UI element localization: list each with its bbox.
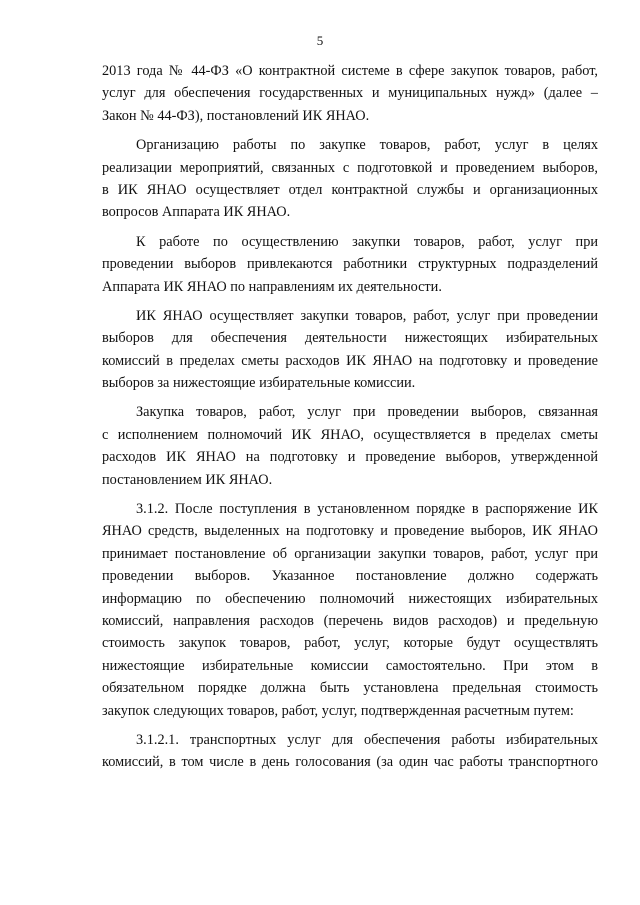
paragraph-subordinate-commissions xyxy=(102,305,598,395)
text-line: комиссий в пределах сметы расходов ИК ЯНАО на подготовку и проведение xyxy=(102,352,598,369)
text-line: в ИК ЯНАО осуществляет отдел контрактной службы и организационных xyxy=(102,181,598,198)
text-line: Организацию работы по закупке товаров, работ, услуг в целях xyxy=(136,137,598,154)
text-line: 3.1.2. После поступления в установленном порядке в распоряжение ИК xyxy=(136,501,598,518)
text-line: 3.1.2.1. транспортных услуг для обеспечения работы избирательных xyxy=(136,731,598,748)
document-body xyxy=(102,60,598,781)
paragraph-section-3-1-2 xyxy=(102,498,598,722)
text-line: ИК ЯНАО осуществляет закупки товаров, работ, услуг при проведении xyxy=(136,307,598,324)
text-line: Закон № 44-ФЗ), постановлений ИК ЯНАО. xyxy=(102,107,370,124)
text-line: нижестоящие избирательные комиссии самостоятельно. При этом в xyxy=(102,657,598,674)
text-line: выборов для обеспечения деятельности нижестоящих избирательных xyxy=(102,330,598,347)
text-line: выборов за нижестоящие избирательные комиссии. xyxy=(102,375,416,392)
paragraph-organization xyxy=(102,134,598,224)
text-line: принимает постановление об организации закупки товаров, работ, услуг при xyxy=(102,545,598,562)
text-line: закупок следующих товаров, работ, услуг, подтвержденная расчетным путем: xyxy=(102,702,574,719)
paragraph-budget-limits xyxy=(102,401,598,491)
page-number: 5 xyxy=(316,33,324,48)
text-line: услуг для обеспечения государственных и муниципальных нужд» (далее – xyxy=(102,85,598,102)
text-line: ЯНАО средств, выделенных на подготовку и проведение выборов, ИК ЯНАО xyxy=(102,523,598,540)
text-line: расходов ИК ЯНАО на подготовку и проведение выборов, утвержденной xyxy=(102,449,598,466)
text-line: Закупка товаров, работ, услуг при проведении выборов, связанная xyxy=(136,404,598,421)
text-line: стоимость закупок товаров, работ, услуг, которые будут осуществлять xyxy=(102,635,598,652)
paragraph-section-3-1-2-1 xyxy=(102,729,598,774)
paragraph-law-reference xyxy=(102,60,598,127)
text-line: реализации мероприятий, связанных с подготовкой и проведением выборов, xyxy=(102,159,598,176)
text-line: информацию по обеспечению полномочий нижестоящих избирательных xyxy=(102,590,598,607)
paragraph-staff-involvement xyxy=(102,231,598,298)
text-line: с исполнением полномочий ИК ЯНАО, осуществляется в пределах сметы xyxy=(102,426,598,443)
text-line: К работе по осуществлению закупки товаров, работ, услуг при xyxy=(136,233,598,250)
text-line: вопросов Аппарата ИК ЯНАО. xyxy=(102,204,291,221)
text-line: 2013 года № 44-ФЗ «О контрактной системе в сфере закупок товаров, работ, xyxy=(102,63,598,79)
text-line: проведении выборов. Указанное постановление должно содержать xyxy=(102,568,598,585)
text-line: постановлением ИК ЯНАО. xyxy=(102,471,273,488)
text-line: обязательном порядке должна быть установлена предельная стоимость xyxy=(102,680,598,697)
text-line: комиссий, в том числе в день голосования (за один час работы транспортного xyxy=(102,754,598,771)
text-line: комиссий, направления расходов (перечень видов расходов) и предельную xyxy=(102,612,598,629)
text-line: Аппарата ИК ЯНАО по направлениям их деятельности. xyxy=(102,278,442,295)
text-line: проведении выборов привлекаются работники структурных подразделений xyxy=(102,256,598,273)
